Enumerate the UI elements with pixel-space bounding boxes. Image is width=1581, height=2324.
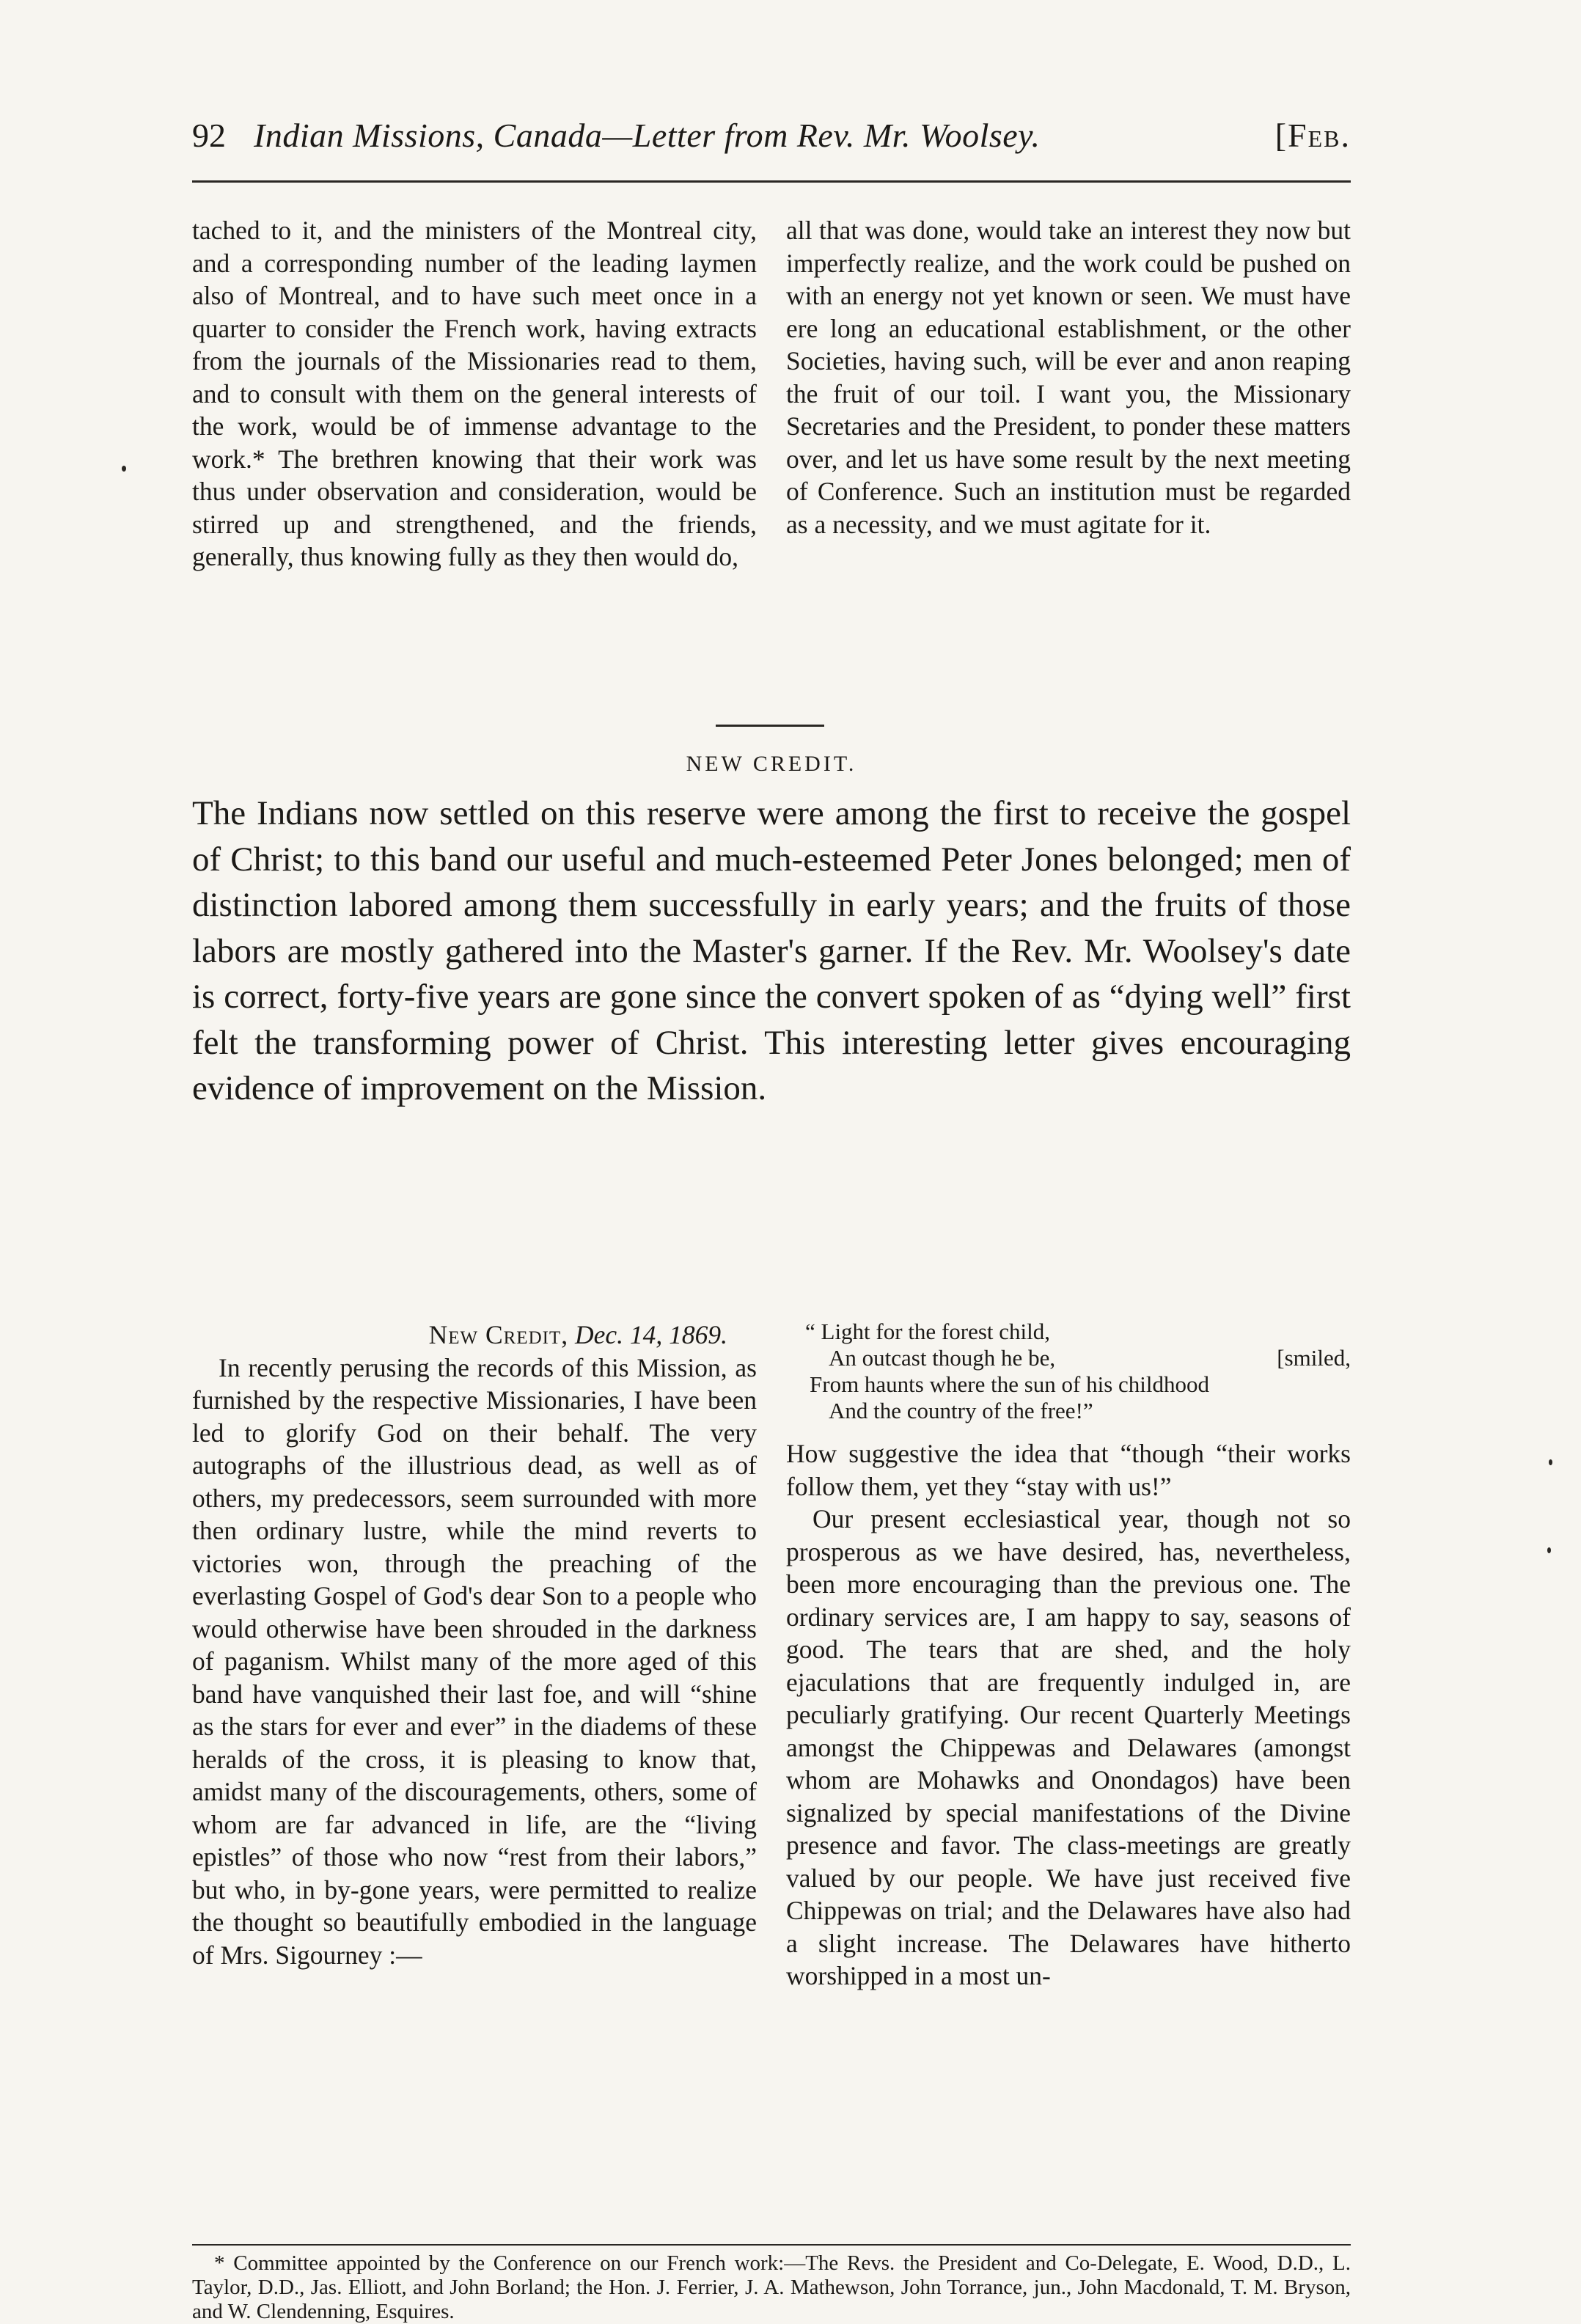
section-rule <box>716 725 824 727</box>
letter-left-body: In recently perusing the records of this Mission, as furnished by the respective Missionaries, I have been led to glorify God on their behalf. The very autographs of the illustrious dead, as well as of others, my predecessors, seem surrounded with more then ordinary lustre, while the mind reverts to victories won, through the preaching of the everlasting Gospel of God's dear Son to a people who would otherwise have been shrouded in the darkness of paganism. Whilst many of the more aged of this band have vanquished their last foe, and will “shine as the stars for ever and ever” in the diadems of these heralds of the cross, it is pleasing to know that, amidst many of the discouragements, others, some of whom are far advanced in life, are the “living epistles” of those who now “rest from their labors,” but who, in by-gone years, were permitted to realize the thought so beautifully embodied in the language of Mrs. Sigourney :— <box>192 1352 757 1970</box>
page-number: 92 <box>192 117 226 154</box>
print-speck <box>1549 1459 1552 1465</box>
poem-line: And the country of the free!” <box>829 1398 1093 1423</box>
footnote <box>192 2251 1351 2324</box>
header-rule <box>192 180 1351 183</box>
top-left-column <box>192 214 757 573</box>
poem-quote <box>786 1319 1351 1424</box>
poem-line-text: An outcast though he be, <box>829 1345 1056 1371</box>
running-header <box>192 110 1351 161</box>
section-intro <box>192 791 1351 1112</box>
poem-line <box>793 1345 1351 1371</box>
letter-left-column <box>192 1319 757 1993</box>
poem-line: “ Light for the forest child, <box>805 1319 1051 1344</box>
print-speck <box>1547 1547 1551 1553</box>
letter-right-column <box>786 1319 1351 1993</box>
print-speck <box>122 466 126 472</box>
top-right-column <box>786 214 1351 573</box>
letter-right-paragraph-2: Our present ecclesiastical year, though not so prosperous as we have desired, has, nevertheless, been more encouraging than the previous one. The ordinary services are, I am happy to say, seasons of good. The tears that are shed, and the holy ejaculations that are frequently indulged in, are peculiarly gratifying. Our recent Quarterly Meetings amongst the Chippewas and Delawares (amongst whom are Mohawks and Onondagos) have been signalized by special manifestations of the Divine presence and favor. The class-meetings are greatly valued by our people. We have just received five Chippewas on trial; and the Delawares have also had a slight increase. The Delawares have hitherto worshipped in a most un- <box>786 1504 1351 1990</box>
footnote-text: * Committee appointed by the Conference on our French work:—The Revs. the President and Co-Delegate, E. Wood, D.D., L. Taylor, D.D., Jas. Elliott, and John Borland; the Hon. J. Ferrier, J. A. Mathewson, John Torrance, jun., John Macdonald, T. M. Bryson, and W. Clendenning, Esquires. <box>192 2251 1351 2323</box>
dateline-place: New Credit, <box>428 1320 569 1349</box>
header-month: [Feb. <box>1274 117 1351 154</box>
footnote-rule <box>192 2244 1351 2246</box>
dateline-date: Dec. 14, 1869. <box>574 1320 727 1349</box>
letter-right-paragraph-1: How suggestive the idea that “though “their works follow them, yet they “stay with us!” <box>786 1439 1351 1501</box>
top-left-text: tached to it, and the ministers of the Montreal city, and a corresponding number of the leading laymen also of Montreal, and to have such meet once in a quarter to consider the French work, having extracts from the journals of the Missionaries read to them, and to consult with them on the general interests of the work, would be of immense advantage to the work.* The brethren knowing that their work was thus under observation and consideration, would be stirred up and strengthened, and the friends, generally, thus knowing fully as they then would do, <box>192 216 757 571</box>
intro-text: The Indians now settled on this reserve were among the first to receive the gospel of Christ; to this band our useful and much-esteemed Peter Jones belonged; men of distinction labored among them successfully in early years; and the fruits of those labors are mostly gathered into the Master's garner. If the Rev. Mr. Woolsey's date is correct, forty-five years are gone since the convert spoken of as “dying well” first felt the transforming power of Christ. This interesting letter gives encouraging evidence of improvement on the Mission. <box>192 794 1351 1107</box>
header-title: Indian Missions, Canada—Letter from Rev. Mr. Woolsey. <box>254 117 1041 154</box>
letter-columns <box>192 1319 1351 1993</box>
document-page <box>192 110 1351 2323</box>
top-columns <box>192 214 1351 573</box>
letter-dateline <box>192 1319 757 1352</box>
section-heading: NEW CREDIT. <box>686 752 857 776</box>
top-right-text: all that was done, would take an interest they now but imperfectly realize, and the work could be pushed on with an energy not yet known or seen. We must have ere long an educational establishment, or the other Societies, having such, will be ever and anon reaping the fruit of our toil. I want you, the Missionary Secretaries and the President, to ponder these matters over, and let us have some result by the next meeting of Conference. Such an institution must be regarded as a necessity, and we must agitate for it. <box>786 216 1351 539</box>
poem-bracket: [smiled, <box>1277 1345 1351 1371</box>
poem-line: From haunts where the sun of his childhood <box>810 1371 1210 1397</box>
